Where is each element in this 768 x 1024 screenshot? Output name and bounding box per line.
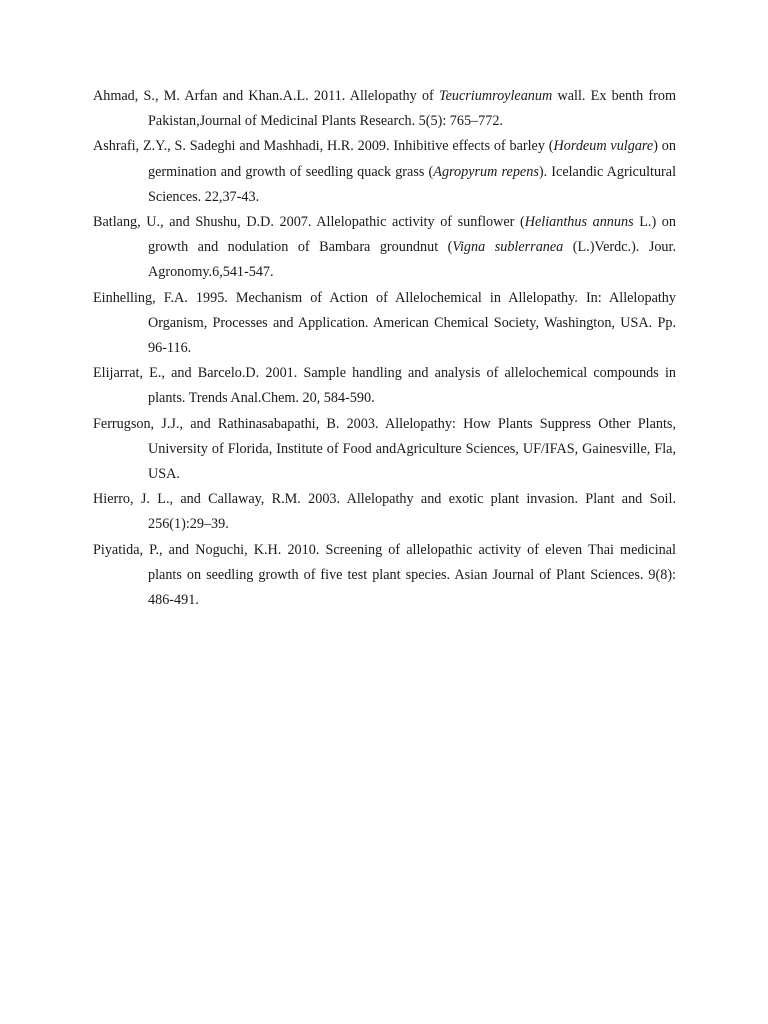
reference-text: Ahmad, S., M. Arfan and Khan.A.L. 2011. Allelopathy of <box>93 88 439 104</box>
species-name: Helianthus annuns <box>524 214 634 231</box>
reference-list <box>93 84 676 613</box>
reference-text: Elijarrat, E., and Barcelo.D. 2001. Sample handling and analysis of allelochemical compounds in plants. Trends Anal.Chem. 20, 584-590. <box>93 365 676 407</box>
reference-entry <box>93 412 676 488</box>
reference-entry <box>93 538 676 614</box>
species-name: Hordeum vulgare <box>553 138 654 155</box>
reference-text: (L.)Verdc.). Jour. Agronomy.6,541-547. <box>148 239 677 281</box>
reference-entry <box>93 487 676 537</box>
reference-entry <box>93 84 676 134</box>
reference-text: Ashrafi, Z.Y., S. Sadeghi and Mashhadi, H.R. 2009. Inhibitive effects of barley ( <box>93 138 554 155</box>
reference-text: ) on germination and growth of seedling quack grass ( <box>148 138 676 180</box>
reference-text: Piyatida, P., and Noguchi, K.H. 2010. Screening of allelopathic activity of eleven Thai medicinal plants on seedling growth of five test plant species. Asian Journal of Plant Sciences. 9(8): 486-491. <box>93 541 676 609</box>
reference-entry <box>93 134 676 210</box>
reference-text: Batlang, U., and Shushu, D.D. 2007. Allelopathic activity of sunflower ( <box>93 214 525 231</box>
species-name: Agropyrum repens <box>433 163 539 180</box>
species-name: Teucriumroyleanum <box>439 88 553 104</box>
reference-entry <box>93 361 676 411</box>
reference-text: L.) on growth and nodulation of Bambara groundnut ( <box>148 214 676 256</box>
reference-entry <box>93 286 676 362</box>
species-name: Vigna sublerranea <box>452 239 564 256</box>
reference-text: Einhelling, F.A. 1995. Mechanism of Action of Allelochemical in Allelopathy. In: Allelopathy Organism, Processes and Application. American Chemical Society, Washington, USA. Pp. 96-116. <box>93 289 676 357</box>
reference-text: Hierro, J. L., and Callaway, R.M. 2003. Allelopathy and exotic plant invasion. Plant and Soil. 256(1):29–39. <box>93 491 676 533</box>
reference-entry <box>93 210 676 286</box>
reference-text: Ferrugson, J.J., and Rathinasabapathi, B. 2003. Allelopathy: How Plants Suppress Other Plants, University of Florida, Institute of Food andAgriculture Sciences, UF/IFAS, Gainesville, Fla, USA. <box>93 415 676 483</box>
reference-text: ). Icelandic Agricultural Sciences. 22,37-43. <box>148 163 677 205</box>
reference-text: wall. Ex benth from Pakistan,Journal of Medicinal Plants Research. 5(5): 765–772. <box>148 88 676 130</box>
